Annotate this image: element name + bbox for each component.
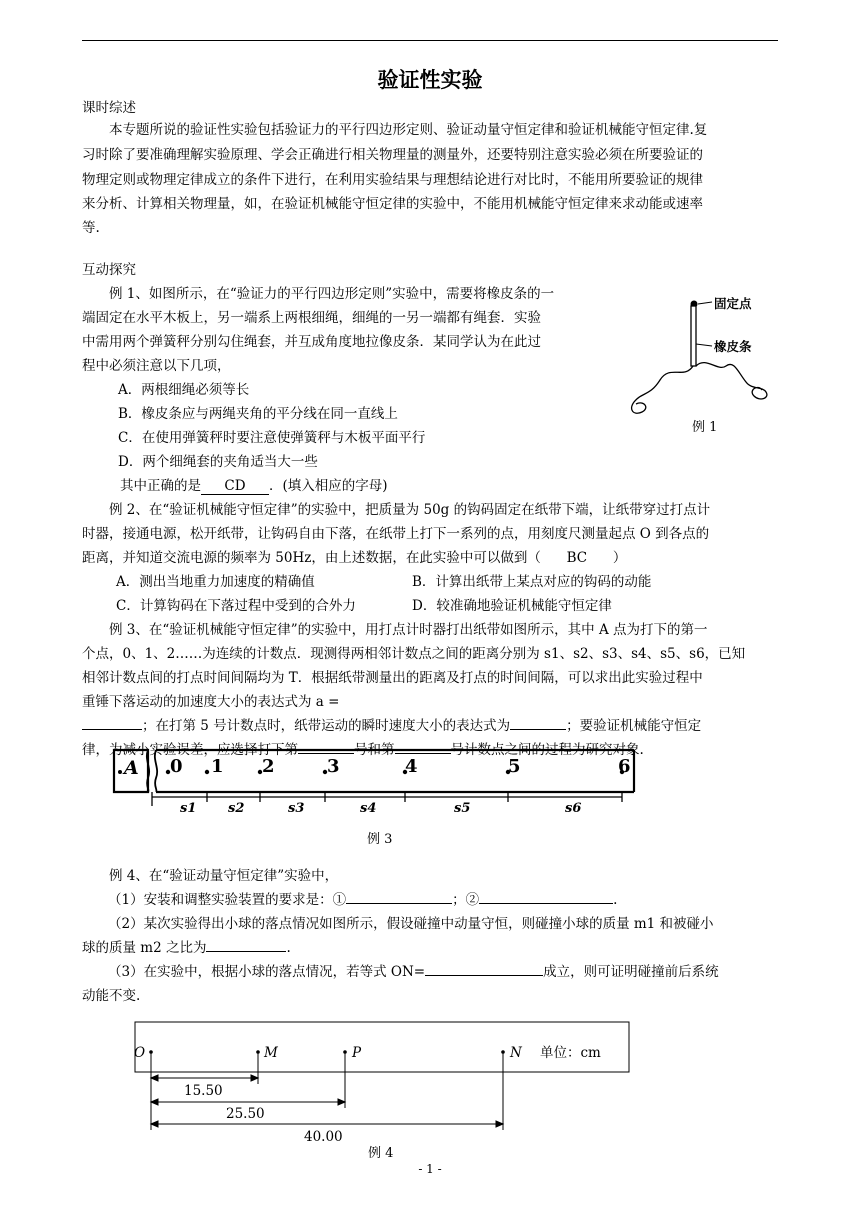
tape-label-0: 0: [170, 756, 183, 777]
tape-seg-s6: s6: [565, 801, 582, 816]
ex1-figure: [620, 292, 780, 422]
ex1-option: C．在使用弹簧秤时要注意使弹簧秤与木板平面平行: [118, 430, 426, 446]
ex4-label-n: N: [510, 1045, 522, 1061]
ex4-label-o: O: [134, 1045, 146, 1061]
ex4-q1-blank-1: [346, 903, 452, 904]
ex4-q2-b: 球的质量 m2 之比为: [82, 940, 207, 956]
string-left: [632, 366, 693, 413]
ex1-line: 例 1、如图所示，在“验证力的平行四边形定则”实验中，需要将橡皮条的一: [109, 286, 555, 302]
ex1-line: 程中必须注意以下几项，: [82, 358, 231, 374]
ex3-tape-figure: [110, 744, 650, 822]
ex3-line5: ；在打第 5 号计数点时，纸带运动的瞬时速度大小的表达式为: [142, 718, 511, 734]
leader-fixed: [698, 302, 712, 304]
ex4-q1: [108, 890, 778, 910]
ex4-q3: [108, 962, 778, 982]
ex2-option: D．较准确地验证机械能守恒定律: [412, 598, 612, 614]
ex4-dist-om: 15.50: [184, 1083, 223, 1099]
ex2-line: 例 2、在“验证机械能守恒定律”的实验中，把质量为 50g 的钩码固定在纸带下端，让纸带穿过打点计: [109, 502, 711, 518]
ex1-line: 中需用两个弹簧秤分别勾住绳套，并互成角度地拉像皮条．某同学认为在此过: [82, 334, 541, 350]
tape-label-2: 2: [262, 756, 275, 777]
tape-label-5: 5: [508, 756, 521, 777]
intro-line: 等.: [82, 220, 100, 236]
ex3-blank-a: [82, 729, 142, 730]
page-number: - 1 -: [418, 1162, 442, 1176]
ex4-unit: 单位：cm: [540, 1045, 601, 1061]
ex4-label-p: P: [352, 1045, 362, 1061]
intro-line: 习时除了要准确理解实验原理、学会正确进行相关物理量的测量外，还要特别注意实验必须在所要验证的: [82, 147, 703, 163]
string-right: [696, 363, 767, 399]
tape-seg-s2: s2: [228, 801, 245, 816]
tape-points-group: [166, 770, 624, 774]
tape-seg-s4: s4: [360, 801, 377, 816]
tape-label-3: 3: [327, 756, 340, 777]
tape-label-a: A: [124, 757, 139, 779]
header-rule: [82, 40, 778, 41]
ex3-line5-end: ；要验证机械能守恒定: [566, 718, 702, 734]
ex4-q3-a: （3）在实验中，根据小球的落点情况，若等式 ON=: [108, 964, 426, 980]
ex4-q1-blank-2: [479, 903, 613, 904]
ex2-answer: BC: [566, 550, 588, 566]
tape-point-1: [205, 770, 209, 774]
ex2-line: [82, 548, 778, 568]
ex2-option: C．计算钩码在下落过程中受到的合外力: [116, 598, 356, 614]
ex3-line: 例 3、在“验证机械能守恒定律”的实验中，用打点计时器打出纸带如图所示，其中 A 点为打下的第一: [109, 622, 708, 638]
ex2-option: A．测出当地重力加速度的精确值: [116, 574, 315, 590]
ex2-line: 时器，接通电源，松开纸带，让钩码自由下落，在纸带上打下一系列的点，用刻度尺测量起点 O 到各点的: [82, 526, 710, 542]
ex4-figure: [130, 1018, 640, 1148]
tape-seg-s3: s3: [288, 801, 305, 816]
ex1-line: 端固定在水平木板上，另一端系上两根细绳，细绳的一另一端都有绳套．实验: [82, 310, 541, 326]
tape-point-a: [118, 770, 122, 774]
tape-label-1: 1: [211, 756, 224, 777]
ex1-answer-blank: CD: [201, 478, 269, 495]
ex1-caption: 例 1: [692, 420, 718, 435]
rubber-band: [691, 306, 696, 366]
leader-rubber: [696, 344, 712, 346]
ex4-q2-blank: [206, 951, 286, 952]
ex3-line: [82, 716, 778, 736]
tape-seg-s1: s1: [180, 801, 197, 816]
ex1-option: D．两个细绳套的夹角适当大一些: [118, 454, 318, 470]
ex4-q2: （2）某次实验得出小球的落点情况如图所示，假设碰撞中动量守恒，则碰撞小球的质量 m1 和被碰小: [108, 916, 714, 932]
ex4-q3-b: 成立，则可证明碰撞前后系统: [543, 964, 719, 980]
tape-number-labels: [170, 756, 631, 777]
rubber-label: 橡皮条: [714, 339, 752, 354]
ex4-dist-on: 40.00: [304, 1129, 343, 1145]
ex1-option: A．两根细绳必须等长: [118, 382, 250, 398]
ex2-line-text: 距离，并知道交流电源的频率为 50Hz，由上述数据，在此实验中可以做到（: [82, 550, 541, 566]
ex4-q3-cont: 动能不变.: [82, 988, 141, 1004]
ex4-line: 例 4、在“验证动量守恒定律”实验中，: [109, 868, 339, 884]
ex4-distance-labels: [184, 1083, 343, 1145]
fixed-point-label: 固定点: [714, 296, 752, 311]
ex3-line6-b: 号和第: [354, 742, 395, 758]
intro-line: 物理定则或物理定律成立的条件下进行，在利用实验结果与理想结论进行对比时，不能用所要验证的规律: [82, 172, 703, 188]
ex4-q1-mid: ；②: [452, 892, 480, 908]
ex1-answer-line: [120, 476, 778, 496]
ex4-q2-end: .: [286, 940, 291, 956]
tape-tear-right: [155, 750, 157, 792]
ex3-line: 个点，0、1、2……为连续的计数点．现测得两相邻计数点之间的距离分别为 s1、s2、s3、s4、s5、s6，已知: [82, 646, 746, 662]
ex4-q1-prefix: （1）安装和调整实验装置的要求是：①: [108, 892, 347, 908]
ex3-line6-a: 律，为减小实验误差，应选择打下第: [82, 742, 298, 758]
ex3-line6-c: 号计数点之间的过程为研究对象.: [450, 742, 644, 758]
ex4-point-labels: [134, 1045, 523, 1061]
ex3-blank-v5: [510, 729, 566, 730]
tape-seg-s5: s5: [454, 801, 471, 816]
intro-line: 本专题所说的验证性实验包括验证力的平行四边形定则、验证动量守恒定律和验证机械能守恒定律.复: [109, 122, 708, 138]
ex4-points: [149, 1050, 505, 1054]
ex2-close: ）: [612, 550, 627, 566]
tape-label-4: 4: [405, 756, 418, 777]
intro-line: 来分析、计算相关物理量，如，在验证机械能守恒定律的实验中，不能用机械能守恒定律来求动能或速率: [82, 196, 703, 212]
tape-label-6: 6: [618, 756, 631, 777]
ex3-caption: 例 3: [367, 832, 393, 847]
ex1-answer-suffix: ．(填入相应的字母): [269, 478, 388, 494]
ex4-q1-end: .: [613, 892, 618, 908]
ex4-label-m: M: [264, 1045, 278, 1061]
ex3-line: 相邻计数点间的打点时间间隔均为 T．根据纸带测量出的距离及打点的时间间隔，可以求出此实验过程中: [82, 670, 703, 686]
ex4-q3-blank: [425, 975, 543, 976]
page-title: 验证性实验: [377, 67, 483, 92]
ex1-option: B．橡皮条应与两绳夹角的平分线在同一直线上: [118, 406, 398, 422]
ex2-option: B．计算出纸带上某点对应的钩码的动能: [412, 574, 652, 590]
ex4-caption: 例 4: [368, 1146, 394, 1161]
ex1-answer-prefix: 其中正确的是: [120, 478, 201, 494]
explore-heading: 互动探究: [82, 262, 136, 278]
ex4-dist-op: 25.50: [226, 1106, 265, 1122]
intro-heading: 课时综述: [82, 100, 136, 116]
tape-segment-labels: [180, 801, 581, 816]
tape-dimension-ticks: [152, 792, 622, 806]
ex3-line: 重锤下落运动的加速度大小的表达式为 a =: [82, 694, 340, 710]
ex4-q2-cont: [82, 938, 778, 958]
